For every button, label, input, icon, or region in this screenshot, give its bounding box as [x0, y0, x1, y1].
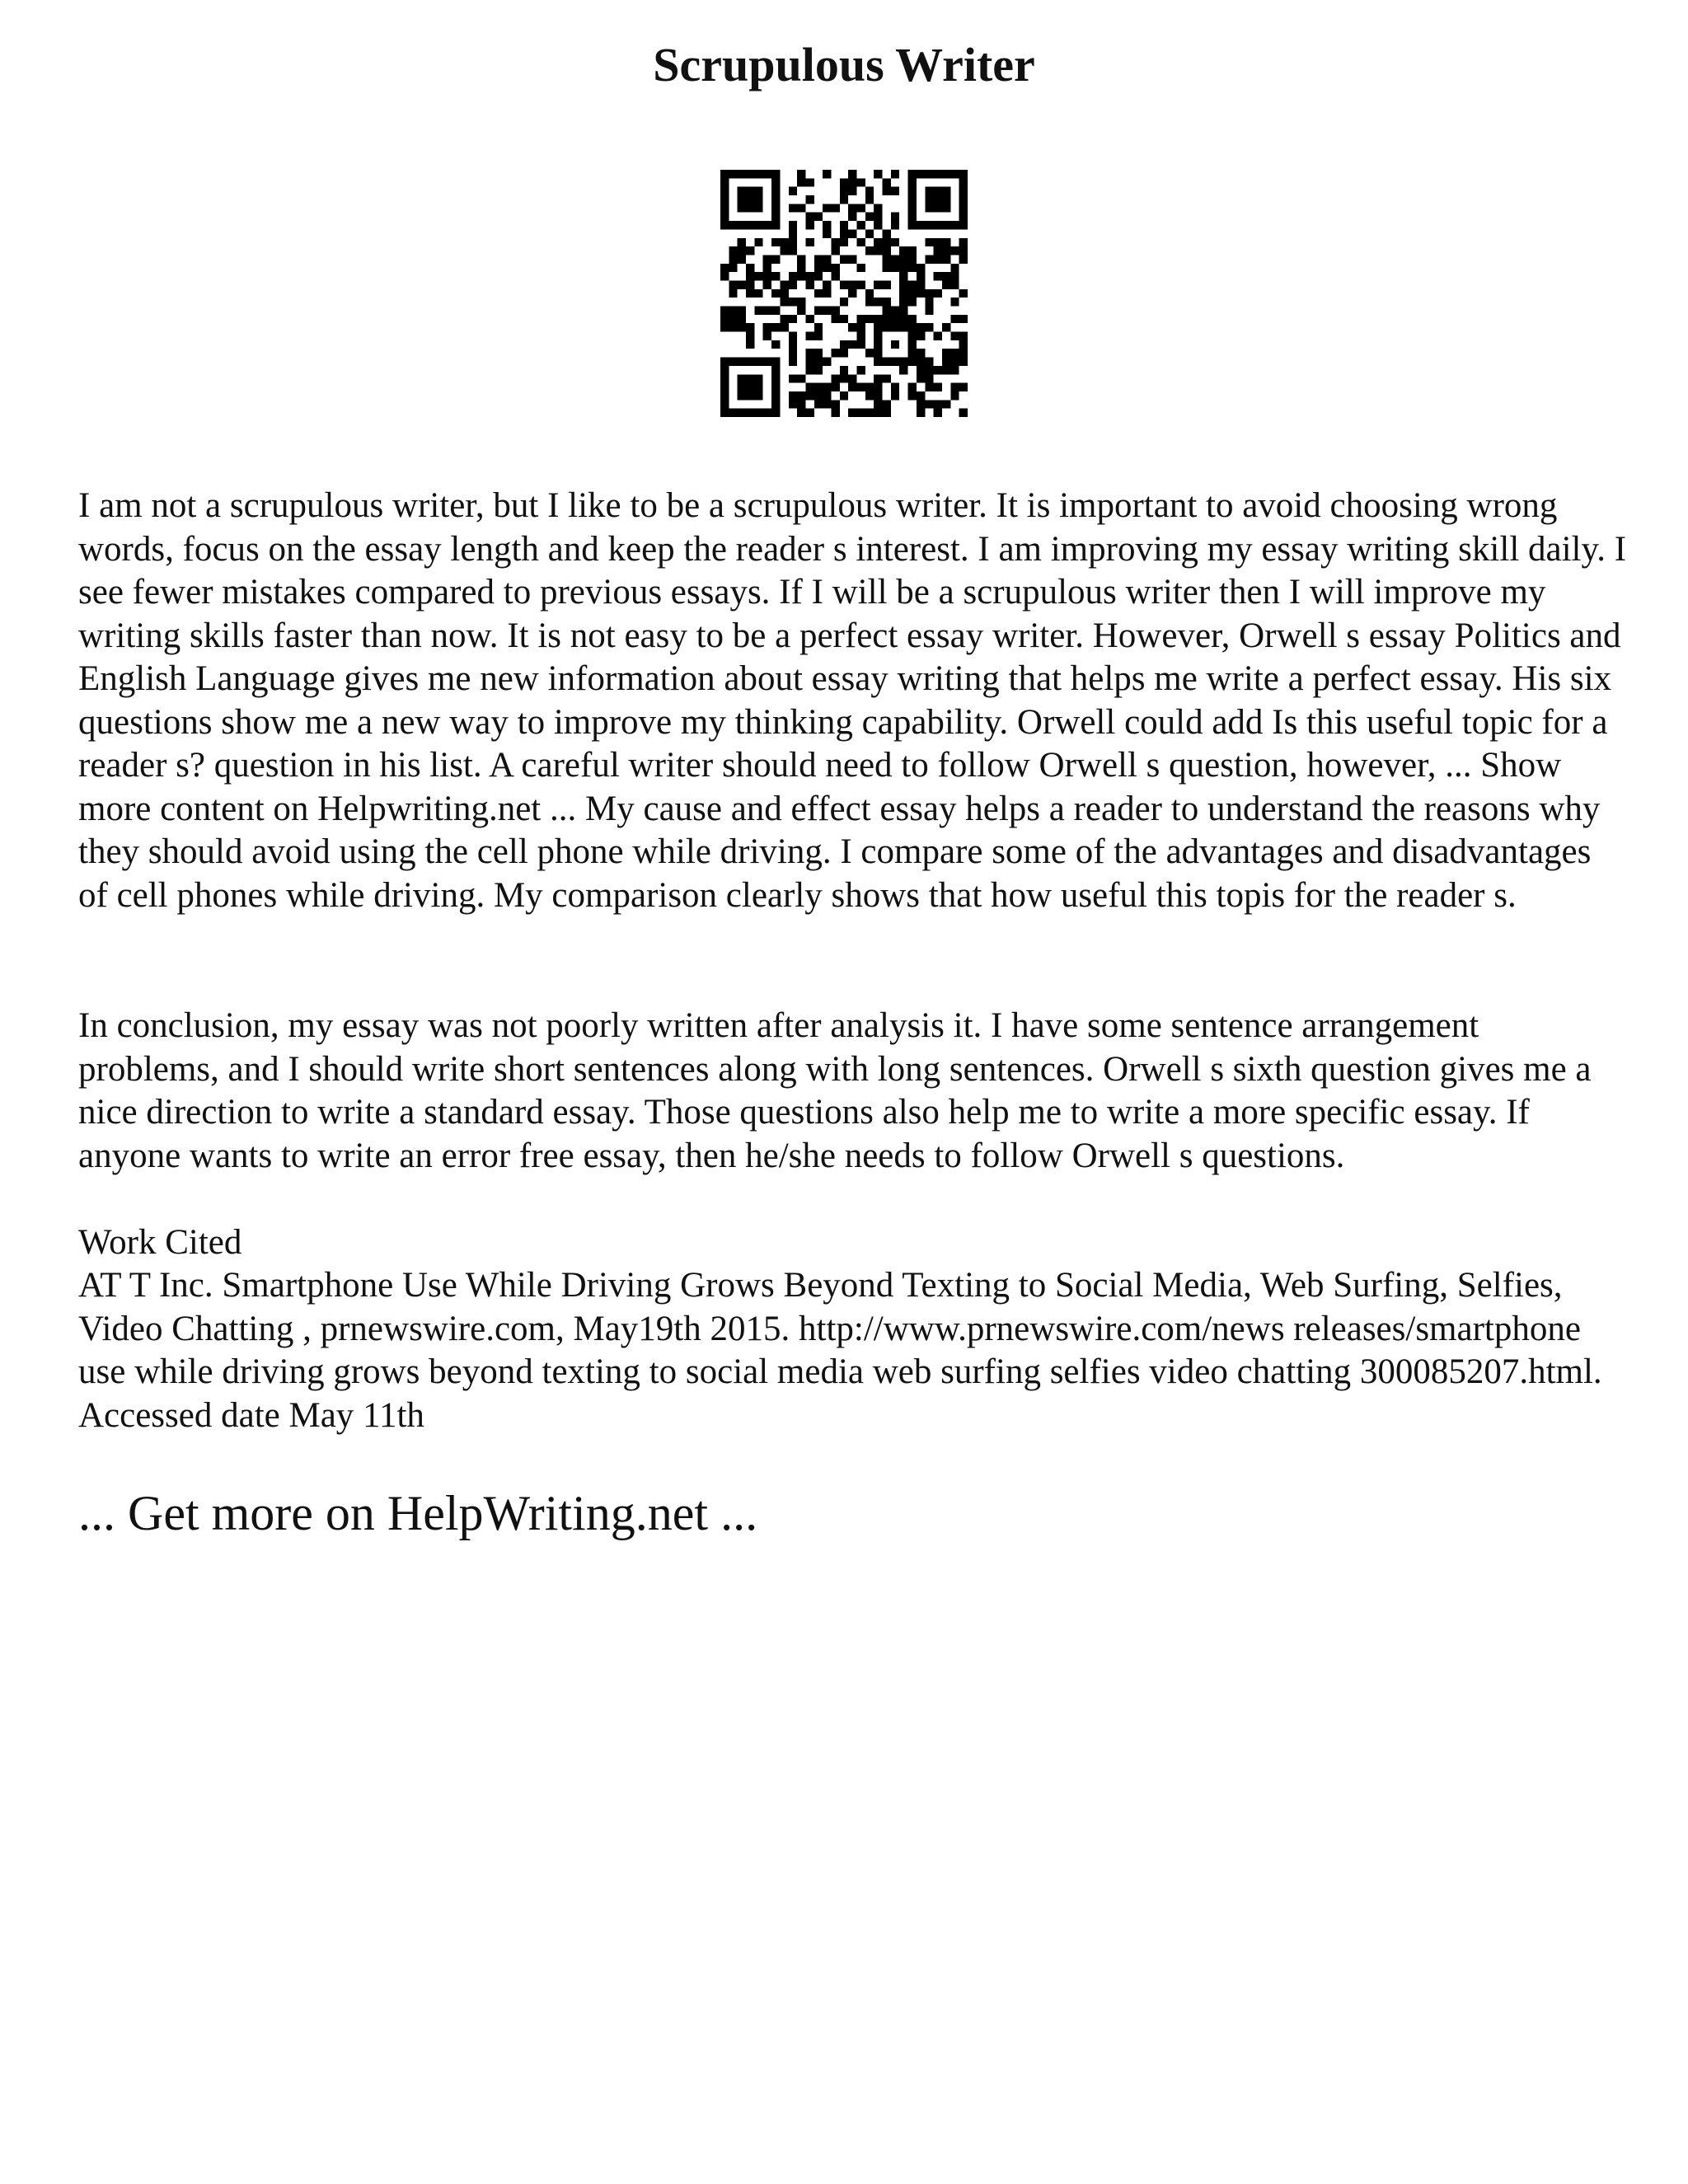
works-cited-entry: AT T Inc. Smartphone Use While Driving Grows Beyond Texting to Social Media, Web Surfing, Selfies, Video Chatting , prnewswire.com, May19th 2015. http://www.prnewswire.com/news releases/smartphone use while driving grows beyond texting to social media web surfing selfies video chatting 300085207.html. Accessed date May 11th	[78, 1266, 1602, 1435]
qr-code-graphic	[720, 170, 968, 417]
body-paragraph-1: I am not a scrupulous writer, but I like to be a scrupulous writer. It is important to avoid choosing wrong words, focus on the essay length and keep the reader s interest. I am improving my essay writing skill daily. I see fewer mistakes compared to previous essays. If I will be a scrupulous writer then I will improve my writing skills faster than now. It is not easy to be a perfect essay writer. However, Orwell s essay Politics and English Language gives me new information about essay writing that helps me write a perfect essay. His six questions show me a new way to improve my thinking capability. Orwell could add Is this useful topic for a reader s? question in his list. A careful writer should need to follow Orwell s question, however, ... Show more content on Helpwriting.net ... My cause and effect essay helps a reader to understand the reasons why they should avoid using the cell phone while driving. I compare some of the advantages and disadvantages of cell phones while driving. My comparison clearly shows that how useful this topis for the reader s.	[78, 486, 1627, 915]
qr-code-icon[interactable]	[720, 170, 968, 417]
page-title: Scrupulous Writer	[653, 38, 1035, 91]
body-paragraph-2: In conclusion, my essay was not poorly written after analysis it. I have some sentence arrangement problems, and I should write short sentences along with long sentences. Orwell s sixth question gives me a nice direction to write a standard essay. Those questions also help me to write a more specific essay. If anyone wants to write an error free essay, then he/she needs to follow Orwell s questions.	[78, 1006, 1592, 1175]
get-more-link[interactable]: ... Get more on HelpWriting.net ...	[78, 1486, 758, 1540]
works-cited-heading: Work Cited	[78, 1223, 242, 1262]
